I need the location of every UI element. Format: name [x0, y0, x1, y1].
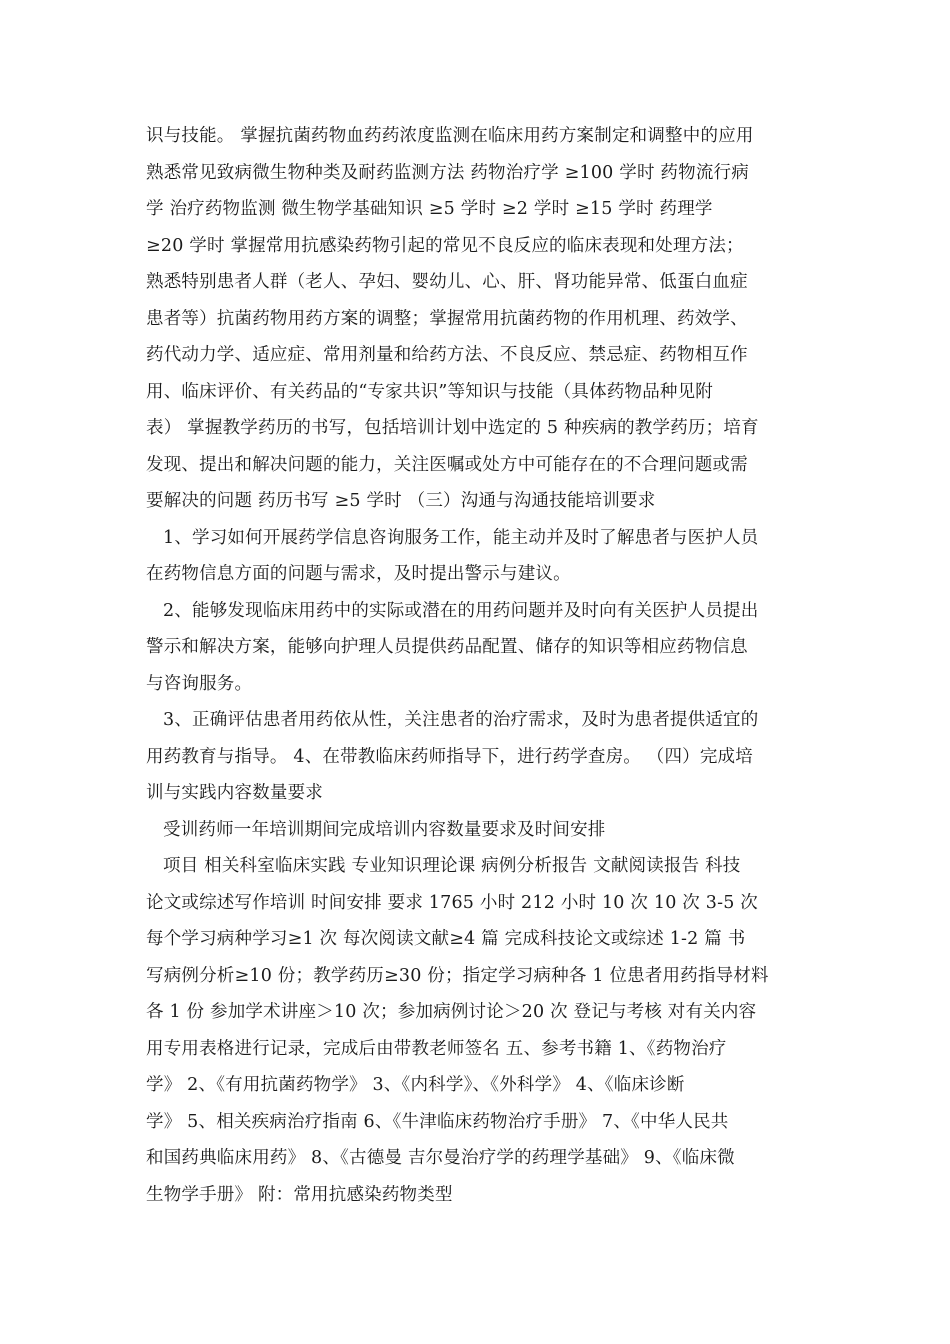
text-line: 学》 5、相关疾病治疗指南 6、《牛津临床药物治疗手册》 7、《中华人民共: [146, 1111, 729, 1132]
text-line: 生物学手册》 附：常用抗感染药物类型: [146, 1184, 453, 1205]
text-line: 学》 2、《有用抗菌药物学》 3、《内科学》、《外科学》 4、《临床诊断: [146, 1075, 685, 1095]
text-line: 和国药典临床用药》 8、《古德曼 吉尔曼治疗学的药理学基础》 9、《临床微: [146, 1148, 735, 1168]
text-line: 熟悉特别患者人群（老人、孕妇、婴幼儿、心、肝、肾功能异常、低蛋白血症: [146, 272, 748, 292]
text-line: 在药物信息方面的问题与需求，及时提出警示与建议。: [146, 564, 571, 584]
text-line: 2、能够发现临床用药中的实际或潜在的用药问题并及时向有关医护人员提出: [163, 600, 759, 621]
text-line: 论文或综述写作培训 时间安排 要求 1765 小时 212 小时 10 次 10 次 3-5 次: [146, 892, 759, 913]
text-line: 受训药师一年培训期间完成培训内容数量要求及时间安排: [163, 819, 606, 840]
text-line: 学 治疗药物监测 微生物学基础知识 ≥5 学时 ≥2 学时 ≥15 学时 药理学: [146, 199, 713, 219]
text-line: 用、临床评价、有关药品的“专家共识”等知识与技能（具体药物品种见附: [146, 381, 713, 402]
text-line: 项目 相关科室临床实践 专业知识理论课 病例分析报告 文献阅读报告 科技: [163, 856, 741, 876]
text-line: 警示和解决方案，能够向护理人员提供药品配置、储存的知识等相应药物信息: [146, 637, 748, 657]
text-line: 3、正确评估患者用药依从性，关注患者的治疗需求，及时为患者提供适宜的: [163, 710, 759, 730]
text-line: 1、学习如何开展药学信息咨询服务工作，能主动并及时了解患者与医护人员: [163, 527, 759, 548]
text-line: 发现、提出和解决问题的能力，关注医嘱或处方中可能存在的不合理问题或需: [146, 454, 748, 475]
text-line: 每个学习病种学习≥1 次 每次阅读文献≥4 篇 完成科技论文或综述 1-2 篇 书: [146, 929, 746, 949]
text-line: 训与实践内容数量要求: [146, 783, 323, 803]
text-line: 与咨询服务。: [146, 673, 253, 694]
document-body: [146, 118, 814, 1213]
text-line: ≥20 学时 掌握常用抗感染药物引起的常见不良反应的临床表现和处理方法；: [146, 235, 744, 256]
text-line: 要解决的问题 药历书写 ≥5 学时 （三）沟通与沟通技能培训要求: [146, 491, 656, 511]
text-line: 用专用表格进行记录，完成后由带教老师签名 五、参考书籍 1、《药物治疗: [146, 1038, 727, 1059]
text-line: 识与技能。 掌握抗菌药物血药药浓度监测在临床用药方案制定和调整中的应用: [146, 126, 754, 146]
text-line: 写病例分析≥10 份；教学药历≥30 份；指定学习病种各 1 位患者用药指导材料: [146, 965, 769, 986]
text-line: 用药教育与指导。 4、在带教临床药师指导下，进行药学查房。 （四）完成培: [146, 746, 753, 767]
text-line: 药代动力学、适应症、常用剂量和给药方法、不良反应、禁忌症、药物相互作: [146, 345, 748, 365]
text-line: 患者等）抗菌药物用药方案的调整；掌握常用抗菌药物的作用机理、药效学、: [146, 308, 748, 329]
text-line: 表） 掌握教学药历的书写，包括培训计划中选定的 5 种疾病的教学药历；培育: [146, 418, 759, 438]
text-line: 各 1 份 参加学术讲座＞10 次；参加病例讨论＞20 次 登记与考核 对有关内容: [146, 1002, 757, 1022]
text-line: 熟悉常见致病微生物种类及耐药监测方法 药物治疗学 ≥100 学时 药物流行病: [146, 162, 749, 183]
